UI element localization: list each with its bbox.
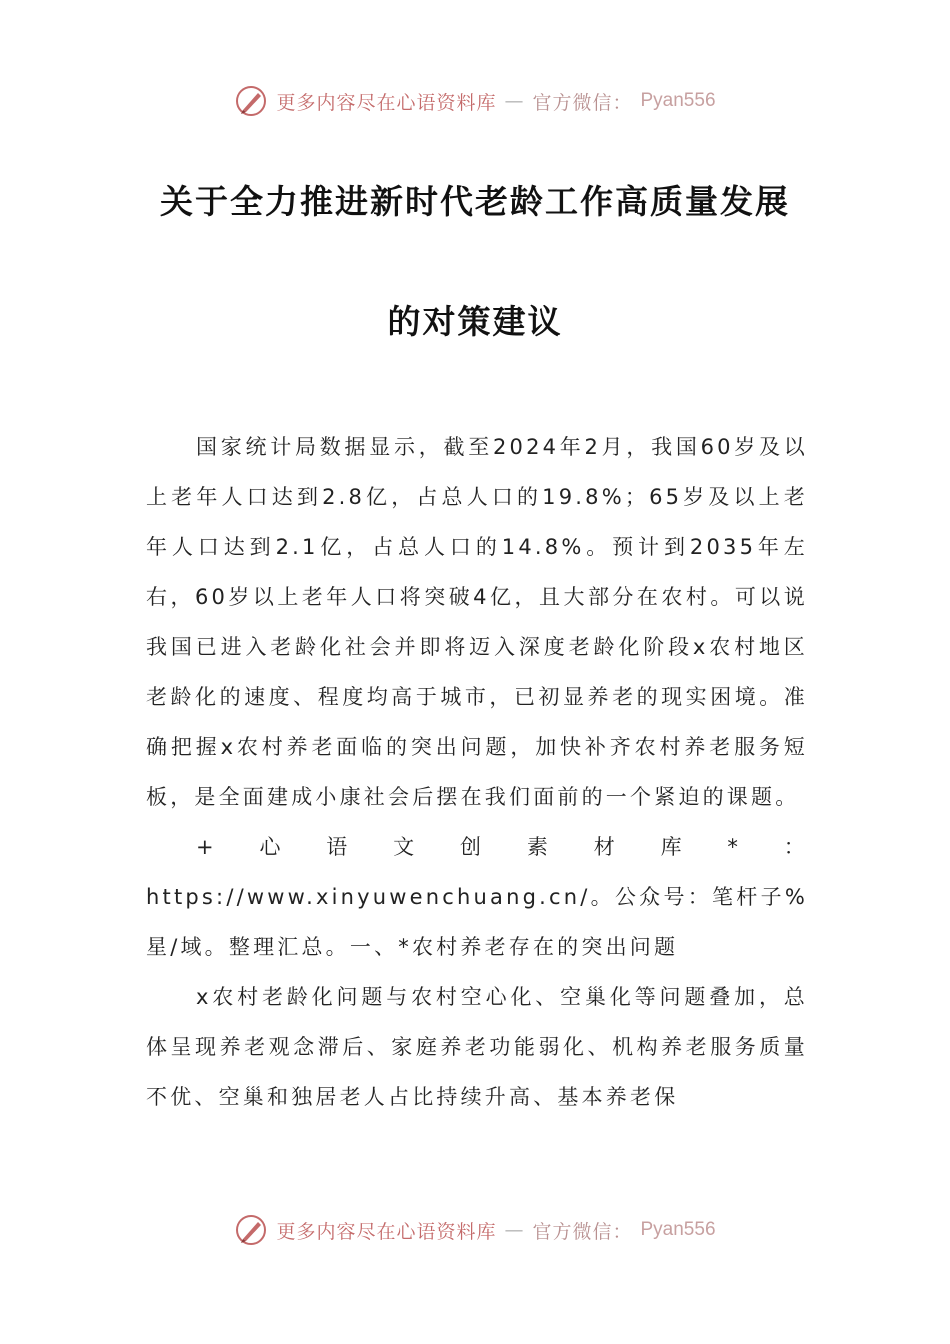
watermark-separator: — [504,90,525,112]
pen-logo-icon [234,1213,268,1247]
footer-watermark [0,1213,950,1247]
pen-logo-icon [234,84,268,118]
document-body [146,422,808,1122]
watermark-separator: — [504,1219,525,1241]
watermark-handle: Pyan556 [640,90,716,111]
watermark-wechat-label: 官方微信： [532,91,633,114]
paragraph: x农村老龄化问题与农村空心化、空巢化等问题叠加，总体呈现养老观念滞后、家庭养老功能弱化、机构养老服务质量不优、空巢和独居老人占比持续升高、基本养老保 [146,985,808,1109]
paragraph: 国家统计局数据显示，截至2024年2月，我国60岁及以上老年人口达到2.8亿，占总人口的19.8%；65岁及以上老年人口达到2.1亿，占总人口的14.8%。预计到2035年左右，60岁以上老年人口将突破4亿，且大部分在农村。可以说我国已进入老龄化社会并即将迈入深度老龄化阶段x农村地区老龄化的速度、程度均高于城市，已初显养老的现实困境。准确把握x农村养老面临的突出问题，加快补齐农村养老服务短板，是全面建成小康社会后摆在我们面前的一个紧迫的课题。 [146,435,808,809]
header-watermark [0,84,950,118]
watermark-wechat-label: 官方微信： [532,1220,633,1243]
watermark-handle: Pyan556 [640,1219,716,1240]
page-title-line-2: 的对策建议 [387,302,563,341]
paragraph: +心语文创素材库*：https://www.xinyuwenchuang.cn/。公众号：笔杆子%星/域。整理汇总。一、*农村养老存在的突出问题 [146,835,808,959]
page-title-line-1: 关于全力推进新时代老龄工作高质量发展 [160,182,790,221]
watermark-brand: 更多内容尽在心语资料库 [276,1220,497,1243]
watermark-brand: 更多内容尽在心语资料库 [276,91,497,114]
